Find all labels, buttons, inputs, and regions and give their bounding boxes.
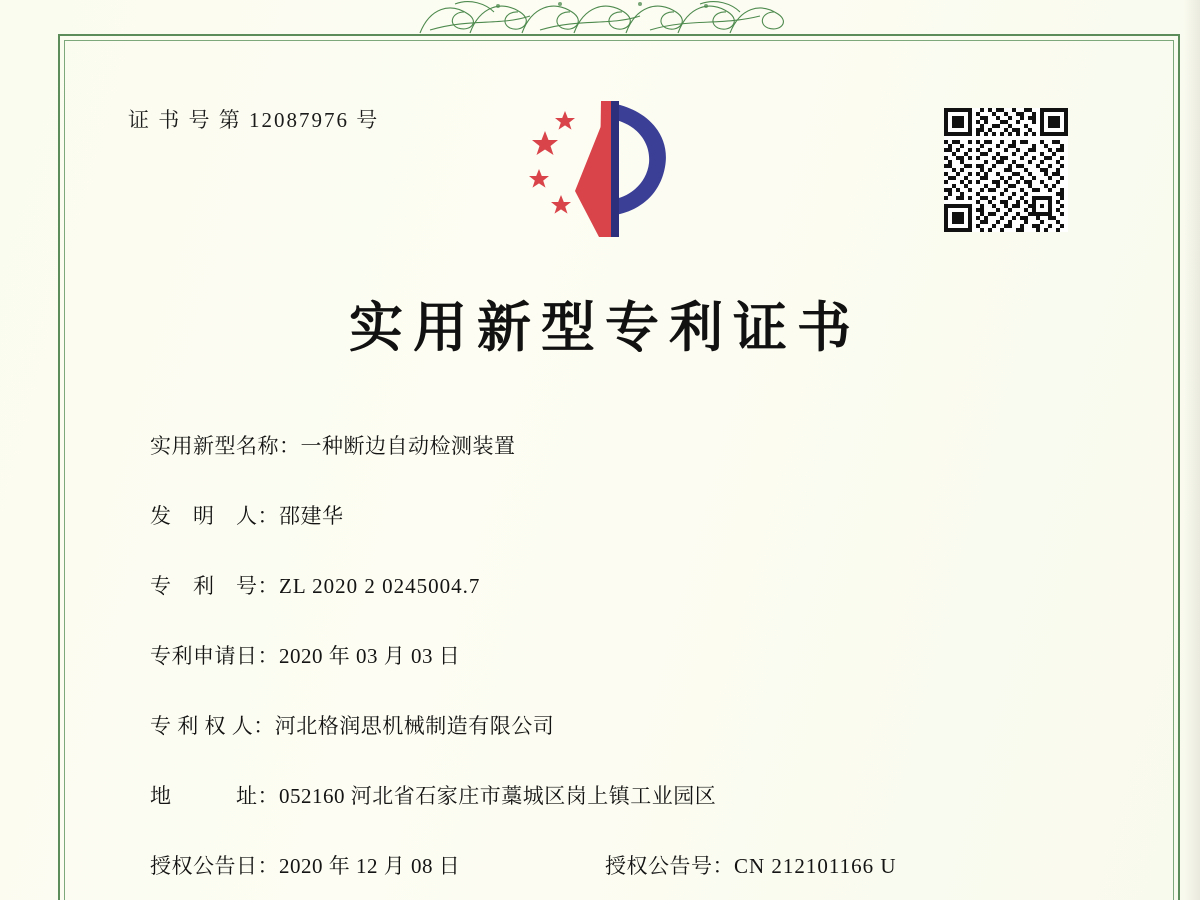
value-inventor: 邵建华 — [279, 504, 344, 528]
certificate-fields — [150, 430, 1150, 900]
field-grant-announcement — [150, 850, 1150, 900]
label-address: 地 址： — [150, 784, 279, 808]
label-grant-date: 授权公告日： — [150, 854, 279, 878]
label-utility-model-name: 实用新型名称： — [150, 434, 301, 458]
ornamental-border-top — [0, 0, 1200, 34]
label-grant-number: 授权公告号： — [605, 854, 734, 878]
value-patent-number: ZL 2020 2 0245004.7 — [279, 574, 481, 598]
label-patent-number: 专 利 号： — [150, 574, 279, 598]
label-patentee: 专 利 权 人： — [150, 714, 275, 738]
value-patentee: 河北格润思机械制造有限公司 — [274, 714, 555, 738]
label-inventor: 发 明 人： — [150, 504, 279, 528]
field-inventor — [150, 500, 1150, 570]
qr-code — [944, 108, 1068, 232]
field-patentee — [150, 710, 1150, 780]
value-utility-model-name: 一种断边自动检测装置 — [300, 434, 516, 458]
value-grant-number: CN 212101166 U — [734, 854, 897, 878]
certificate-number: 证 书 号 第 12087976 号 — [128, 108, 380, 132]
field-patent-number — [150, 570, 1150, 640]
page-edge-shadow — [1184, 0, 1200, 900]
value-application-date: 2020 年 03 月 03 日 — [279, 644, 461, 668]
label-application-date: 专利申请日： — [150, 644, 279, 668]
grant-announcement-number-group — [605, 850, 897, 880]
field-application-date — [150, 640, 1150, 710]
field-address — [150, 780, 1150, 850]
value-grant-date: 2020 年 12 月 08 日 — [279, 854, 461, 878]
field-utility-model-name — [150, 430, 1150, 500]
cnipa-emblem-icon — [515, 95, 685, 245]
page-title: 实用新型专利证书 — [349, 295, 861, 359]
value-address: 052160 河北省石家庄市藁城区岗上镇工业园区 — [279, 784, 717, 808]
